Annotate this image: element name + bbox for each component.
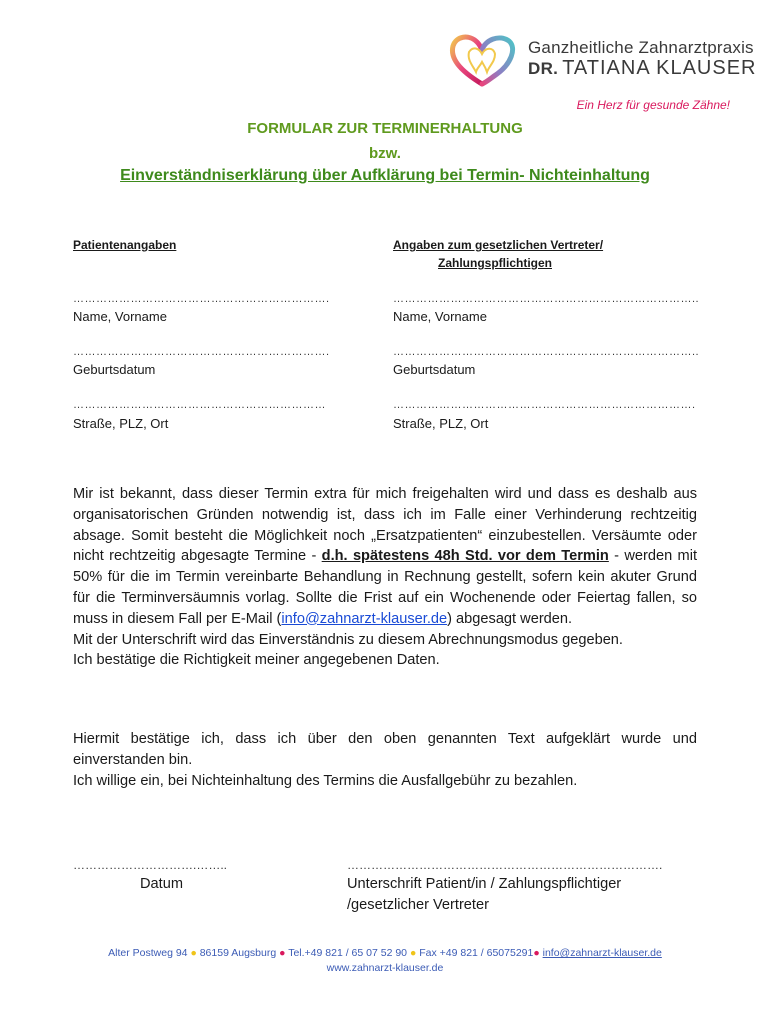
patient-birthdate-label: Geburtsdatum — [73, 362, 156, 377]
patient-name-label: Name, Vorname — [73, 309, 167, 324]
form-title: FORMULAR ZUR TERMINERHALTUNG — [247, 120, 523, 137]
fee-agreement-text: Ich willige ein, bei Nichteinhaltung des Termins die Ausfallgebühr zu bezahlen. — [73, 772, 578, 789]
confirmation-text: Hiermit bestätige ich, dass ich über den oben genannten Text aufgeklärt wurde und einverstanden bin. — [73, 731, 697, 768]
footer-fax: Fax +49 821 / 65075291 — [419, 947, 534, 959]
representative-birthdate-label: Geburtsdatum — [393, 362, 476, 377]
doctor-name: TATIANA KLAUSER — [562, 57, 757, 79]
footer-address: Alter Postweg 94 — [108, 947, 188, 959]
cancellation-policy-text: Mir ist bekannt, dass dieser Termin extra für mich freigehalten wird und dass es deshalb aus organisatorischen Gründen notwendig ist, dass ich im Falle einer Verhinderung rechtzeitig absage. Somit besteht die Möglichkeit noch „Ersatzpatienten“ einzubestellen. Versäumte oder nicht rechtzeitig abgesagte Termine - d.h. spätestens 48h Std. vor dem Termin - werden mit 50% für die im Termin vereinbarte Behandlung in Rechnung gestellt, sofern kein akuter Grund für die Terminversäumnis vorlag. Sollte die Frist auf ein Wochenende oder Feiertag fallen, so muss in diesem Fall per E-Mail (info@zahnarzt-klauser.de) abgesagt werden. — [73, 486, 698, 627]
slogan: Ein Herz für gesunde Zähne! — [576, 98, 730, 112]
separator-dot-icon: ● — [533, 947, 540, 959]
separator-dot-icon: ● — [279, 947, 286, 959]
patient-birthdate-field[interactable]: …………………………………………………………. — [73, 346, 330, 358]
representative-name-field[interactable]: …………………………………………………………………….. — [393, 293, 700, 305]
practice-name: Ganzheitliche Zahnarztpraxis — [528, 38, 754, 57]
deadline-emphasis: d.h. spätestens 48h Std. vor dem Termin — [321, 548, 609, 565]
email-link[interactable]: info@zahnarzt-klauser.de — [281, 610, 448, 627]
form-subtitle: Einverständniserklärung über Aufklärung bei Termin- Nichteinhaltung — [120, 167, 650, 184]
data-accuracy-text: Ich bestätige die Richtigkeit meiner angegebenen Daten. — [73, 652, 440, 669]
representative-heading: Angaben zum gesetzlichen Vertreter/ — [393, 238, 604, 252]
representative-name-label: Name, Vorname — [393, 309, 487, 324]
doctor-name-row — [528, 57, 757, 80]
heart-logo-icon — [447, 32, 517, 88]
doctor-prefix: DR. — [528, 59, 559, 78]
date-field[interactable]: ………………………….…….. — [73, 858, 228, 872]
separator-dot-icon: ● — [409, 947, 417, 959]
representative-birthdate-field[interactable]: …………………………………………………………………….. — [393, 346, 700, 358]
patient-name-field[interactable]: …………………………………………………………. — [73, 293, 330, 305]
representative-heading-line2: Zahlungspflichtigen — [438, 256, 552, 270]
footer-website[interactable]: www.zahnarzt-klauser.de — [326, 962, 444, 974]
patient-address-field[interactable]: ………………………………………………………… — [73, 399, 326, 411]
patient-heading: Patientenangaben — [73, 238, 177, 252]
signature-field[interactable]: ……………………………………………………………………. — [347, 858, 663, 872]
form-title-conjunction: bzw. — [369, 145, 401, 162]
footer-city: 86159 Augsburg — [199, 947, 277, 959]
footer-contact — [0, 947, 770, 959]
confirmation-paragraph — [73, 729, 697, 791]
date-label: Datum — [140, 876, 183, 892]
billing-consent-text: Mit der Unterschrift wird das Einverständnis zu diesem Abrechnungsmodus gegeben. — [73, 631, 623, 648]
patient-address-label: Straße, PLZ, Ort — [73, 416, 169, 431]
footer-tel: Tel.+49 821 / 65 07 52 90 — [288, 947, 408, 959]
consent-paragraph — [73, 484, 697, 671]
representative-address-label: Straße, PLZ, Ort — [393, 416, 489, 431]
signature-label: Unterschrift Patient/in / Zahlungspflichtiger — [347, 876, 622, 892]
signature-label-line2: /gesetzlicher Vertreter — [347, 897, 489, 913]
separator-dot-icon: ● — [190, 947, 197, 959]
footer-email-link[interactable]: info@zahnarzt-klauser.de — [542, 947, 662, 959]
representative-address-field[interactable]: ……………………………………………………………………. — [393, 399, 696, 411]
